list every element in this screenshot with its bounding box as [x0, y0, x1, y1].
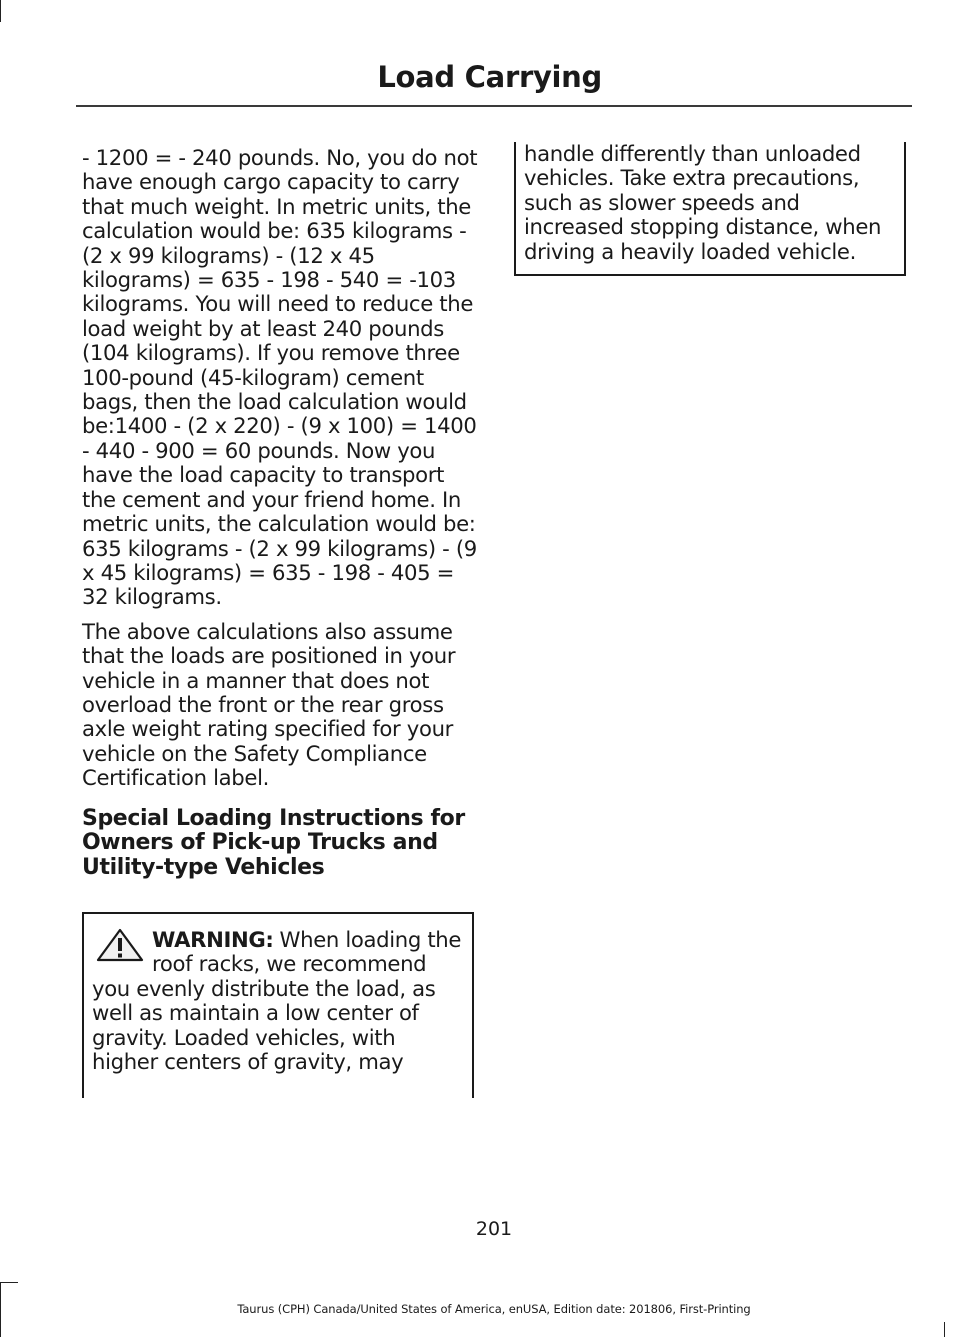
crop-mark-bottom-right	[944, 1322, 945, 1337]
edition-footer: Taurus (CPH) Canada/United States of America, enUSA, Edition date: 201806, First-Printing	[237, 1302, 751, 1316]
crop-mark-top-left	[0, 0, 1, 22]
crop-mark-bottom-left-tick	[0, 1282, 18, 1283]
page-number: 201	[475, 1218, 513, 1240]
warning-box-continuation	[514, 142, 906, 276]
section-heading: Special Loading Instructions for Owners of Pick-up Trucks and Utility-type Vehicles	[82, 805, 465, 880]
warning-label: WARNING:	[152, 927, 274, 953]
left-column	[82, 146, 482, 1098]
body-paragraph-calculation: - 1200 = - 240 pounds. No, you do not have enough cargo capacity to carry that much weight. In metric units, the calculation would be: 635 kilograms - (2 x 99 kilograms) - (12 x 45 kilograms) = 635 - 198 - 540 = -103 kilograms. You will need to reduce the load weight by at least 240 pounds (104 kilograms). If you remove three 100-pound (45-kilogram) cement bags, then the load calculation would be:1400 - (2 x 220) - (9 x 100) = 1400 - 440 - 900 = 60 pounds. Now you have the load capacity to transport the cement and your friend home. In metric units, the calculation would be: 635 kilograms - (2 x 99 kilograms) - (9 x 45 kilograms) = 635 - 198 - 405 = 32 kilograms.	[82, 145, 478, 610]
header-divider	[76, 105, 912, 107]
body-paragraph-assumption: The above calculations also assume that the loads are positioned in your vehicle in a manner that does not overload the front or the rear gross axle weight rating specified for your vehicle on the Safety Compliance Certification label.	[82, 618, 456, 791]
right-column	[514, 141, 906, 276]
warning-triangle-icon	[96, 928, 144, 962]
page-title: Load Carrying	[377, 60, 602, 94]
warning-box	[82, 912, 474, 1098]
warning-text: When loading the roof racks, we recommend you evenly distribute the load, as well as maintain a low center of gravity. Loaded vehicles, with higher centers of gravity, may	[92, 927, 462, 1075]
warning-continuation-text: handle differently than unloaded vehicles. Take extra precautions, such as slower speeds and increased stopping distance, when driving a heavily loaded vehicle.	[524, 141, 882, 264]
